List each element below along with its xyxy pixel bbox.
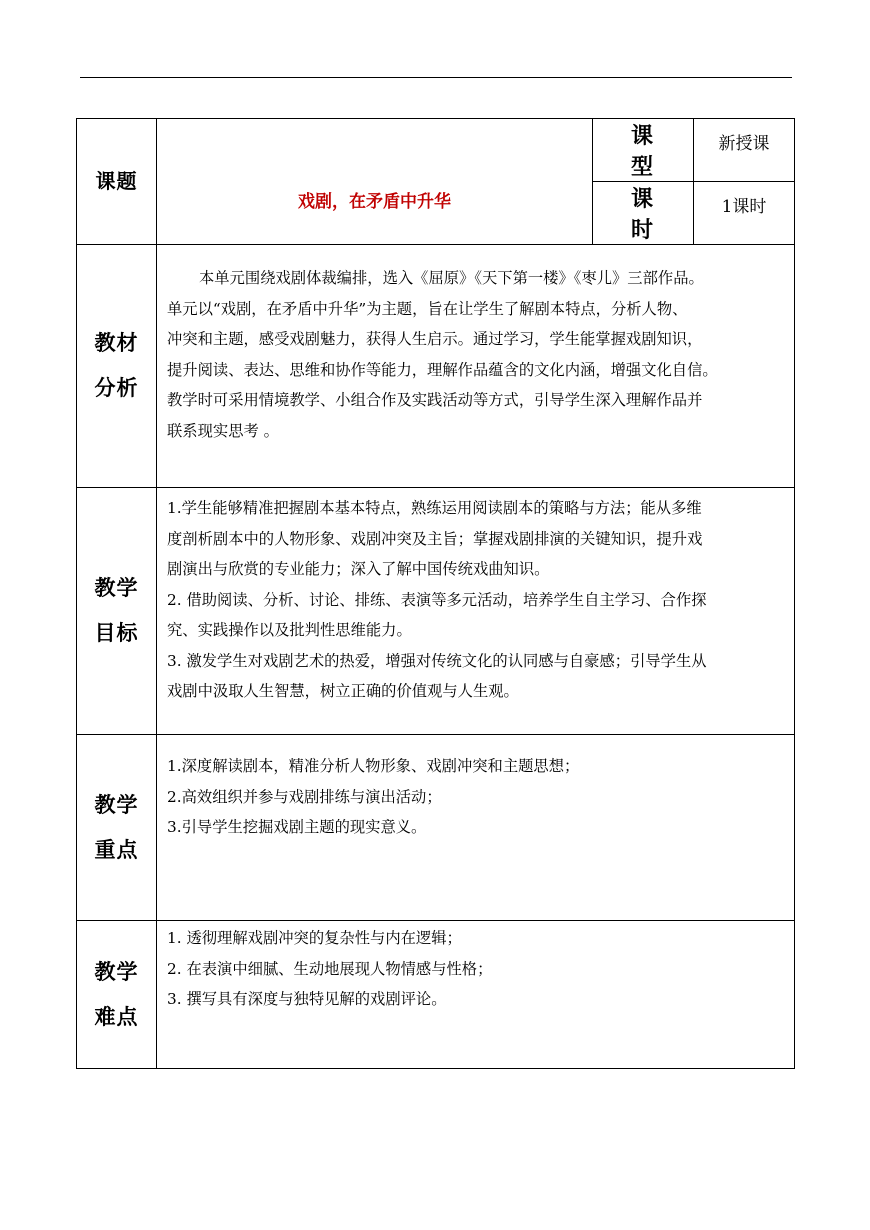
text-line: 3.引导学生挖掘戏剧主题的现实意义。: [167, 818, 427, 836]
label-line: 教学: [94, 959, 139, 984]
text-line: 剧演出与欣赏的专业能力；深入了解中国传统戏曲知识。: [167, 560, 550, 578]
lesson-hours-label: 课 时: [593, 182, 694, 245]
section-goals: [77, 488, 795, 735]
section-label-goals: [77, 488, 157, 735]
lesson-plan-table: [76, 118, 795, 1069]
text-line: 冲突和主题，感受戏剧魅力，获得人生启示。通过学习，学生能掌握戏剧知识，: [167, 330, 703, 348]
text-line: 2.高效组织并参与戏剧排练与演出活动；: [167, 787, 442, 806]
section-label-difficulty: [77, 921, 157, 1069]
label-line: 难点: [94, 1004, 139, 1029]
label-line: 重点: [94, 837, 139, 862]
label-line: 教材: [94, 331, 139, 355]
section-label-focus: [77, 735, 157, 921]
text-line: 1.学生能够精准把握剧本基本特点，熟练运用阅读剧本的策略与方法；能从多维: [167, 499, 702, 517]
subject-label: 课题: [77, 119, 157, 245]
section-body-difficulty: [157, 921, 795, 1069]
text-line: 度剖析剧本中的人物形象、戏剧冲突及主旨；掌握戏剧排演的关键知识，提升戏: [167, 529, 703, 548]
text-line: 单元以“戏剧，在矛盾中升华”为主题，旨在让学生了解剧本特点，分析人物、: [167, 299, 688, 318]
lesson-title: 戏剧，在矛盾中升华: [157, 119, 593, 245]
label-line: 教学: [94, 792, 139, 817]
section-body-goals: [157, 488, 795, 735]
text-line: 戏剧中汲取人生智慧，树立正确的价值观与人生观。: [167, 682, 519, 700]
text-line: 3. 撰写具有深度与独特见解的戏剧评论。: [167, 990, 447, 1008]
lesson-type-label: 课 型: [593, 119, 694, 182]
text-line: 2. 在表演中细腻、生动地展现人物情感与性格；: [167, 959, 493, 978]
text-line: 3. 激发学生对戏剧艺术的热爱，增强对传统文化的认同感与自豪感；引导学生从: [167, 651, 707, 670]
label-line: 教学: [94, 576, 139, 600]
header-rule: [80, 77, 792, 78]
text-line: 提升阅读、表达、思维和协作等能力，理解作品蕴含的文化内涵，增强文化自信。: [167, 360, 718, 379]
text-line: 1.深度解读剧本，精准分析人物形象、戏剧冲突和主题思想；: [167, 757, 580, 775]
lesson-type-value: 新授课: [694, 119, 795, 182]
lesson-hours-value: 1课时: [694, 182, 795, 245]
text-line: 教学时可采用情境教学、小组合作及实践活动等方式，引导学生深入理解作品并: [167, 391, 703, 409]
section-focus: [77, 735, 795, 921]
section-label-material: [77, 245, 157, 488]
section-material: [77, 245, 795, 488]
text-line: 2. 借助阅读、分析、讨论、排练、表演等多元活动，培养学生自主学习、合作探: [167, 590, 707, 609]
label-line: 目标: [94, 621, 139, 645]
text-line: 本单元围绕戏剧体裁编排，选入《屈原》《天下第一楼》《枣儿》三部作品。: [199, 269, 704, 287]
text-line: 1. 透彻理解戏剧冲突的复杂性与内在逻辑；: [167, 929, 462, 947]
header-row-type: [77, 119, 795, 182]
section-difficulty: [77, 921, 795, 1069]
section-body-focus: [157, 735, 795, 921]
text-line: 究、实践操作以及批判性思维能力。: [167, 621, 412, 639]
text-line: 联系现实思考 。: [167, 421, 279, 440]
section-body-material: [157, 245, 795, 488]
label-line: 分析: [94, 376, 139, 400]
